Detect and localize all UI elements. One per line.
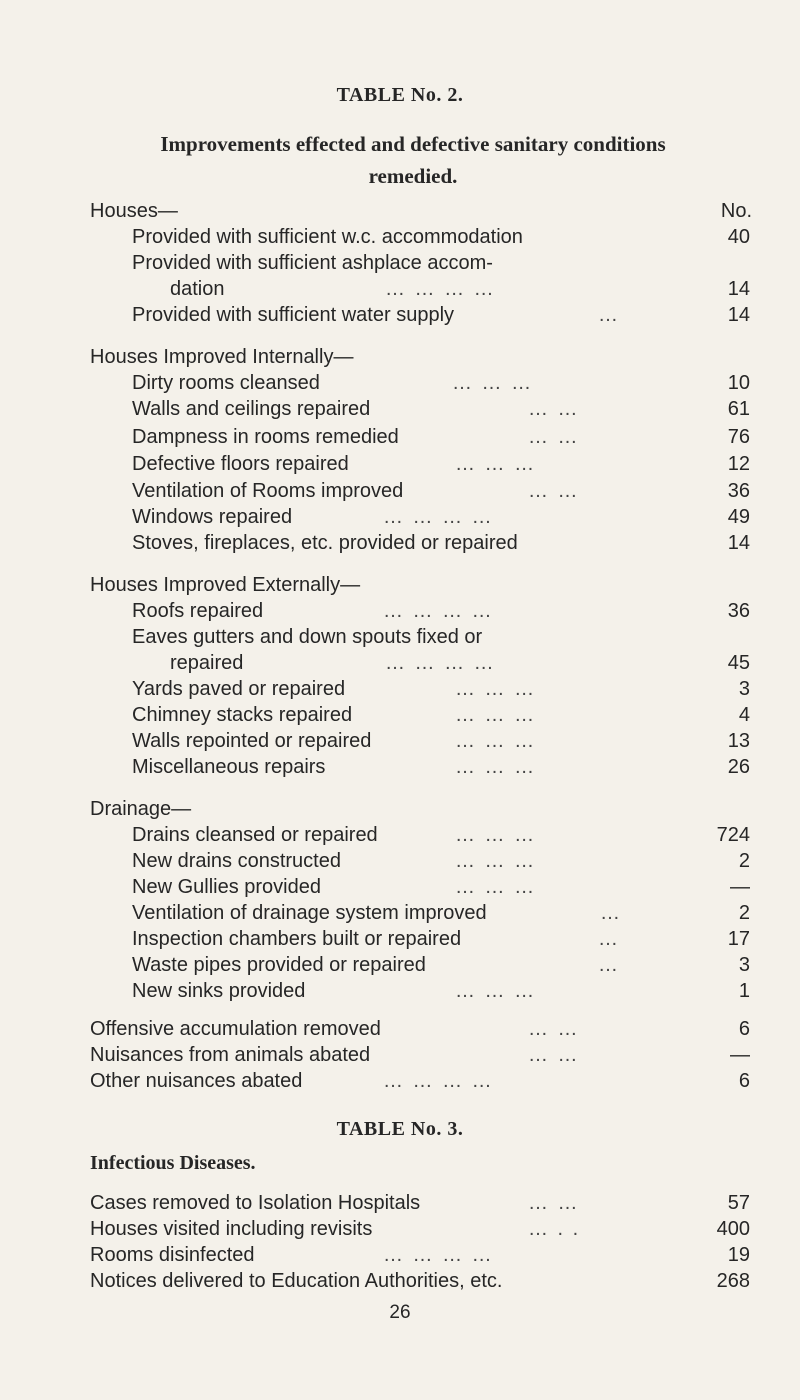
row-label: Provided with sufficient w.c. accommodation (132, 226, 523, 248)
row-value: 36 (727, 600, 750, 622)
row-value: 57 (727, 1192, 750, 1214)
row-label: Yards paved or repaired (132, 678, 346, 700)
row-label: Provided with sufficient water supply (132, 304, 455, 326)
row-value: 49 (727, 506, 750, 528)
table-row (0, 900, 800, 926)
row-label: Roofs repaired (132, 600, 264, 622)
row-value: 13 (727, 730, 750, 752)
leader-dots: … (598, 928, 620, 950)
row-value: 3 (738, 678, 750, 700)
table-row (0, 1068, 800, 1094)
row-label: Nuisances from animals abated (90, 1044, 371, 1066)
row-value: 45 (727, 652, 750, 674)
row-label: Ventilation of Rooms improved (132, 480, 404, 502)
row-label: New Gullies provided (132, 876, 321, 898)
drainage-heading-row (0, 796, 800, 822)
row-value: — (730, 876, 750, 898)
row-label: Dirty rooms cleansed (132, 372, 320, 394)
row-label-continued: repaired (170, 652, 244, 674)
table-row (0, 1268, 800, 1294)
row-label: New drains constructed (132, 850, 341, 872)
table-row (0, 302, 800, 328)
row-label: Eaves gutters and down spouts fixed or (132, 626, 483, 648)
leader-dots: … … (528, 1044, 580, 1066)
leader-dots: … … … (455, 980, 537, 1002)
table-row (0, 926, 800, 952)
row-label: Dampness in rooms remedied (132, 426, 399, 448)
row-value: 2 (738, 850, 750, 872)
row-value: 12 (727, 453, 750, 475)
row-value: 26 (727, 756, 750, 778)
row-label: Stoves, fireplaces, etc. provided or repaired (132, 532, 518, 554)
leader-dots: … … … … (385, 278, 496, 300)
table2-subtitle (88, 128, 738, 192)
row-value: 14 (727, 532, 750, 554)
table-row (0, 1016, 800, 1042)
leader-dots: … … … (455, 756, 537, 778)
leader-dots: … … (528, 398, 580, 420)
table-row (0, 822, 800, 848)
row-value: 3 (738, 954, 750, 976)
external-heading-row (0, 572, 800, 598)
leader-dots: … (600, 902, 622, 924)
leader-dots: … … (528, 1018, 580, 1040)
table-row (0, 754, 800, 780)
leader-dots: … … (528, 426, 580, 448)
leader-dots: … … … (455, 678, 537, 700)
table-row (0, 451, 800, 477)
row-label-continued: dation (170, 278, 225, 300)
row-value: 6 (738, 1018, 750, 1040)
table3-title: TABLE No. 3. (336, 1118, 464, 1140)
leader-dots: … … … (455, 824, 537, 846)
row-value: 400 (716, 1218, 750, 1240)
table-row (0, 530, 800, 556)
row-label: Walls and ceilings repaired (132, 398, 371, 420)
table2-title: TABLE No. 2. (336, 84, 464, 106)
section-heading: Houses Improved Internally— (90, 346, 354, 368)
internal-heading-row (0, 344, 800, 370)
leader-dots: … … … … (385, 652, 496, 674)
row-value: 6 (738, 1070, 750, 1092)
leader-dots: … … … (455, 453, 537, 475)
table-row (0, 1042, 800, 1068)
row-value: 76 (727, 426, 750, 448)
table-row-continued (0, 650, 800, 676)
table-row (0, 1190, 800, 1216)
table-row (0, 598, 800, 624)
table-row (0, 848, 800, 874)
row-label: Drains cleansed or repaired (132, 824, 378, 846)
table-row (0, 728, 800, 754)
leader-dots: … … … … (383, 1070, 494, 1092)
section-heading: Drainage— (90, 798, 192, 820)
leader-dots: … … (528, 1192, 580, 1214)
row-label: Defective floors repaired (132, 453, 349, 475)
table-row (0, 952, 800, 978)
leader-dots: … … … (455, 850, 537, 872)
table-row (0, 250, 800, 276)
table-row (0, 224, 800, 250)
row-label: Waste pipes provided or repaired (132, 954, 426, 976)
table-row (0, 702, 800, 728)
leader-dots: … … … (452, 372, 534, 394)
page-number: 26 (389, 1302, 411, 1323)
table-row (0, 370, 800, 396)
table-row (0, 978, 800, 1004)
table-row (0, 676, 800, 702)
row-value: 14 (727, 304, 750, 326)
leader-dots: … (598, 954, 620, 976)
row-value: 724 (716, 824, 750, 846)
row-label: Houses visited including revisits (90, 1218, 373, 1240)
table3-subheading: Infectious Diseases. (90, 1152, 256, 1174)
row-label: Other nuisances abated (90, 1070, 303, 1092)
row-label: Miscellaneous repairs (132, 756, 326, 778)
table2-subtitle-line2: remedied. (368, 164, 458, 188)
leader-dots: … … … … (383, 506, 494, 528)
row-label: New sinks provided (132, 980, 306, 1002)
section-heading: Houses Improved Externally— (90, 574, 361, 596)
row-value: 10 (727, 372, 750, 394)
leader-dots: … … … (455, 730, 537, 752)
row-value: 14 (727, 278, 750, 300)
table-row (0, 1242, 800, 1268)
table-row (0, 1216, 800, 1242)
table-row (0, 874, 800, 900)
table-row (0, 424, 800, 450)
leader-dots: … … … … (383, 1244, 494, 1266)
row-value: 61 (727, 398, 750, 420)
row-value: 2 (738, 902, 750, 924)
table-row (0, 624, 800, 650)
row-value: 1 (738, 980, 750, 1002)
table2-subtitle-line1: Improvements effected and defective sanitary conditions (160, 132, 666, 156)
row-label: Notices delivered to Education Authorities, etc. (90, 1270, 503, 1292)
column-header: No. (720, 200, 752, 222)
leader-dots: … … … (455, 704, 537, 726)
table-row (0, 478, 800, 504)
row-value: 40 (727, 226, 750, 248)
houses-heading-row (0, 198, 800, 224)
row-label: Ventilation of drainage system improved (132, 902, 487, 924)
table-row (0, 504, 800, 530)
row-value: 17 (727, 928, 750, 950)
row-value: — (730, 1044, 750, 1066)
row-label: Walls repointed or repaired (132, 730, 372, 752)
row-value: 19 (727, 1244, 750, 1266)
row-value: 268 (716, 1270, 750, 1292)
leader-dots: … … … … (383, 600, 494, 622)
leader-dots: … … (528, 480, 580, 502)
leader-dots: … (598, 304, 620, 326)
row-value: 36 (727, 480, 750, 502)
section-heading: Houses— (90, 200, 178, 222)
leader-dots: … … … (455, 876, 537, 898)
row-label: Rooms disinfected (90, 1244, 255, 1266)
row-label: Chimney stacks repaired (132, 704, 353, 726)
row-label: Cases removed to Isolation Hospitals (90, 1192, 421, 1214)
row-label: Provided with sufficient ashplace accom- (132, 252, 493, 274)
row-label: Windows repaired (132, 506, 293, 528)
leader-dots: … . . (528, 1218, 581, 1240)
table-row-continued (0, 276, 800, 302)
row-label: Offensive accumulation removed (90, 1018, 381, 1040)
row-label: Inspection chambers built or repaired (132, 928, 462, 950)
table-row (0, 396, 800, 422)
row-value: 4 (738, 704, 750, 726)
